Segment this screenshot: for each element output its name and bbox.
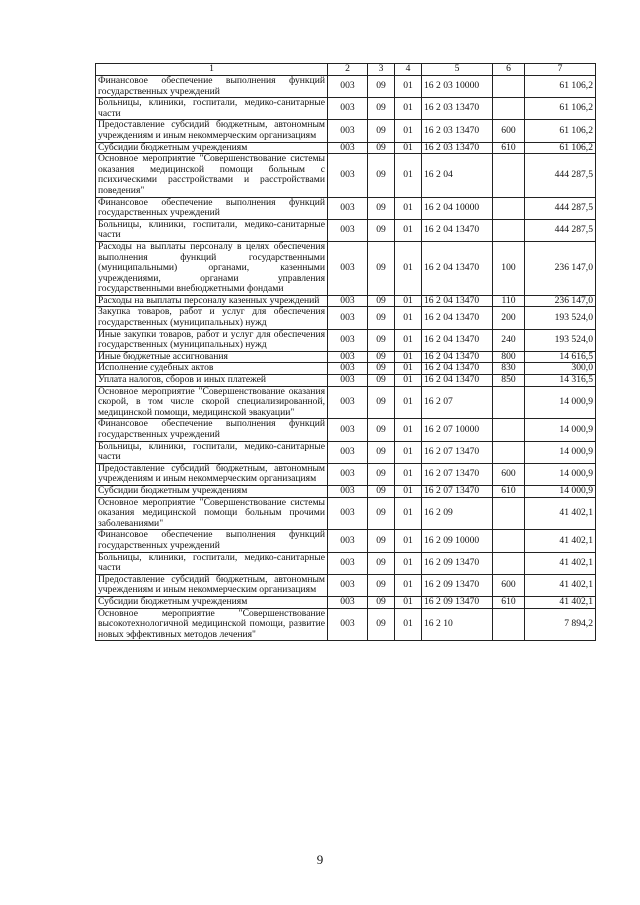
cell-section: 09 xyxy=(368,351,395,363)
cell-amount: 41 402,1 xyxy=(525,552,596,574)
cell-subsection: 01 xyxy=(395,197,422,219)
cell-admin-code: 003 xyxy=(328,608,368,641)
cell-name: Больницы, клиники, госпитали, медико-санитарные части xyxy=(96,441,328,463)
cell-subsection: 01 xyxy=(395,596,422,608)
cell-subsection: 01 xyxy=(395,120,422,142)
table-row xyxy=(96,530,596,552)
cell-section: 09 xyxy=(368,98,395,120)
cell-subsection: 01 xyxy=(395,463,422,485)
cell-amount: 14 316,5 xyxy=(525,375,596,387)
header-cell: 2 xyxy=(328,64,368,76)
cell-name: Больницы, клиники, госпитали, медико-санитарные части xyxy=(96,98,328,120)
cell-section: 09 xyxy=(368,485,395,497)
header-cell: 7 xyxy=(525,64,596,76)
header-cell: 4 xyxy=(395,64,422,76)
budget-table xyxy=(95,63,596,641)
cell-expense-type xyxy=(493,608,525,641)
table-row xyxy=(96,142,596,154)
cell-target-article: 16 2 09 13470 xyxy=(422,552,493,574)
cell-expense-type: 610 xyxy=(493,485,525,497)
cell-expense-type xyxy=(493,154,525,197)
cell-subsection: 01 xyxy=(395,419,422,441)
cell-expense-type: 600 xyxy=(493,574,525,596)
cell-target-article: 16 2 04 10000 xyxy=(422,197,493,219)
cell-name: Уплата налогов, сборов и иных платежей xyxy=(96,375,328,387)
header-cell: 3 xyxy=(368,64,395,76)
cell-target-article: 16 2 03 10000 xyxy=(422,76,493,98)
cell-amount: 193 524,0 xyxy=(525,307,596,329)
cell-amount: 41 402,1 xyxy=(525,574,596,596)
cell-admin-code: 003 xyxy=(328,596,368,608)
cell-amount: 61 106,2 xyxy=(525,142,596,154)
cell-section: 09 xyxy=(368,295,395,307)
cell-expense-type xyxy=(493,419,525,441)
cell-admin-code: 003 xyxy=(328,530,368,552)
cell-expense-type: 110 xyxy=(493,295,525,307)
cell-target-article: 16 2 04 13470 xyxy=(422,307,493,329)
cell-target-article: 16 2 07 13470 xyxy=(422,485,493,497)
cell-section: 09 xyxy=(368,363,395,375)
header-row xyxy=(96,64,596,76)
cell-section: 09 xyxy=(368,197,395,219)
cell-target-article: 16 2 09 13470 xyxy=(422,574,493,596)
cell-target-article: 16 2 03 13470 xyxy=(422,142,493,154)
cell-section: 09 xyxy=(368,463,395,485)
cell-name: Субсидии бюджетным учреждениям xyxy=(96,485,328,497)
cell-target-article: 16 2 09 xyxy=(422,497,493,530)
table-row xyxy=(96,295,596,307)
table-row xyxy=(96,375,596,387)
table-row xyxy=(96,307,596,329)
cell-admin-code: 003 xyxy=(328,497,368,530)
cell-section: 09 xyxy=(368,241,395,295)
cell-subsection: 01 xyxy=(395,530,422,552)
cell-admin-code: 003 xyxy=(328,219,368,241)
table-row xyxy=(96,329,596,351)
cell-expense-type: 800 xyxy=(493,351,525,363)
cell-expense-type xyxy=(493,197,525,219)
cell-amount: 14 000,9 xyxy=(525,419,596,441)
table-row xyxy=(96,485,596,497)
table-row xyxy=(96,120,596,142)
header-cell: 6 xyxy=(493,64,525,76)
cell-target-article: 16 2 04 xyxy=(422,154,493,197)
cell-admin-code: 003 xyxy=(328,375,368,387)
cell-expense-type xyxy=(493,441,525,463)
cell-expense-type xyxy=(493,219,525,241)
table-row xyxy=(96,497,596,530)
cell-subsection: 01 xyxy=(395,351,422,363)
cell-subsection: 01 xyxy=(395,497,422,530)
cell-subsection: 01 xyxy=(395,241,422,295)
cell-subsection: 01 xyxy=(395,363,422,375)
cell-name: Основное мероприятие "Совершенствование системы оказания медицинской помощи больным прочими заболеваниями" xyxy=(96,497,328,530)
cell-target-article: 16 2 07 13470 xyxy=(422,441,493,463)
cell-admin-code: 003 xyxy=(328,574,368,596)
cell-admin-code: 003 xyxy=(328,363,368,375)
cell-subsection: 01 xyxy=(395,441,422,463)
cell-section: 09 xyxy=(368,419,395,441)
cell-subsection: 01 xyxy=(395,375,422,387)
cell-admin-code: 003 xyxy=(328,295,368,307)
cell-expense-type: 600 xyxy=(493,463,525,485)
table-row xyxy=(96,386,596,419)
cell-name: Основное мероприятие "Совершенствование системы оказания медицинской помощи больным с психическими расстройствами и расстройствами поведения" xyxy=(96,154,328,197)
cell-section: 09 xyxy=(368,120,395,142)
cell-admin-code: 003 xyxy=(328,463,368,485)
cell-name: Иные закупки товаров, работ и услуг для обеспечения государственных (муниципальных) нужд xyxy=(96,329,328,351)
header-cell: 5 xyxy=(422,64,493,76)
table-row xyxy=(96,197,596,219)
cell-amount: 444 287,5 xyxy=(525,154,596,197)
cell-section: 09 xyxy=(368,608,395,641)
cell-admin-code: 003 xyxy=(328,552,368,574)
cell-admin-code: 003 xyxy=(328,98,368,120)
cell-section: 09 xyxy=(368,497,395,530)
table-row xyxy=(96,241,596,295)
cell-subsection: 01 xyxy=(395,295,422,307)
cell-subsection: 01 xyxy=(395,574,422,596)
cell-section: 09 xyxy=(368,552,395,574)
cell-expense-type xyxy=(493,552,525,574)
cell-amount: 236 147,0 xyxy=(525,295,596,307)
cell-name: Основное мероприятие "Совершенствование высокотехнологичной медицинской помощи, развитие новых эффективных методов лечения" xyxy=(96,608,328,641)
cell-name: Субсидии бюджетным учреждениям xyxy=(96,596,328,608)
cell-target-article: 16 2 04 13470 xyxy=(422,295,493,307)
cell-expense-type xyxy=(493,497,525,530)
cell-target-article: 16 2 07 xyxy=(422,386,493,419)
cell-section: 09 xyxy=(368,219,395,241)
cell-subsection: 01 xyxy=(395,485,422,497)
cell-target-article: 16 2 04 13470 xyxy=(422,329,493,351)
cell-admin-code: 003 xyxy=(328,76,368,98)
cell-amount: 41 402,1 xyxy=(525,497,596,530)
cell-name: Исполнение судебных актов xyxy=(96,363,328,375)
cell-expense-type: 200 xyxy=(493,307,525,329)
cell-amount: 41 402,1 xyxy=(525,530,596,552)
cell-admin-code: 003 xyxy=(328,329,368,351)
cell-name: Финансовое обеспечение выполнения функций государственных учреждений xyxy=(96,530,328,552)
cell-section: 09 xyxy=(368,307,395,329)
cell-target-article: 16 2 07 13470 xyxy=(422,463,493,485)
cell-admin-code: 003 xyxy=(328,386,368,419)
cell-amount: 14 000,9 xyxy=(525,386,596,419)
cell-section: 09 xyxy=(368,574,395,596)
cell-expense-type: 610 xyxy=(493,596,525,608)
cell-admin-code: 003 xyxy=(328,307,368,329)
cell-admin-code: 003 xyxy=(328,241,368,295)
cell-expense-type: 100 xyxy=(493,241,525,295)
cell-subsection: 01 xyxy=(395,608,422,641)
cell-subsection: 01 xyxy=(395,386,422,419)
cell-expense-type xyxy=(493,76,525,98)
cell-subsection: 01 xyxy=(395,329,422,351)
cell-admin-code: 003 xyxy=(328,419,368,441)
cell-target-article: 16 2 10 xyxy=(422,608,493,641)
cell-amount: 61 106,2 xyxy=(525,98,596,120)
cell-expense-type: 830 xyxy=(493,363,525,375)
table-row xyxy=(96,463,596,485)
cell-amount: 61 106,2 xyxy=(525,120,596,142)
cell-name: Расходы на выплаты персоналу казенных учреждений xyxy=(96,295,328,307)
table-row xyxy=(96,98,596,120)
cell-subsection: 01 xyxy=(395,142,422,154)
table-row xyxy=(96,441,596,463)
table-row xyxy=(96,608,596,641)
table-row xyxy=(96,596,596,608)
cell-admin-code: 003 xyxy=(328,351,368,363)
cell-amount: 236 147,0 xyxy=(525,241,596,295)
cell-amount: 14 000,9 xyxy=(525,463,596,485)
cell-name: Финансовое обеспечение выполнения функций государственных учреждений xyxy=(96,76,328,98)
cell-name: Больницы, клиники, госпитали, медико-санитарные части xyxy=(96,552,328,574)
cell-admin-code: 003 xyxy=(328,154,368,197)
cell-subsection: 01 xyxy=(395,98,422,120)
cell-subsection: 01 xyxy=(395,219,422,241)
cell-expense-type: 240 xyxy=(493,329,525,351)
table-row xyxy=(96,76,596,98)
cell-name: Больницы, клиники, госпитали, медико-санитарные части xyxy=(96,219,328,241)
cell-admin-code: 003 xyxy=(328,441,368,463)
cell-target-article: 16 2 09 13470 xyxy=(422,596,493,608)
cell-admin-code: 003 xyxy=(328,142,368,154)
table-row xyxy=(96,574,596,596)
cell-expense-type: 850 xyxy=(493,375,525,387)
table-row xyxy=(96,552,596,574)
cell-amount: 14 616,5 xyxy=(525,351,596,363)
cell-expense-type xyxy=(493,386,525,419)
cell-admin-code: 003 xyxy=(328,197,368,219)
cell-target-article: 16 2 04 13470 xyxy=(422,241,493,295)
cell-expense-type xyxy=(493,98,525,120)
cell-expense-type: 600 xyxy=(493,120,525,142)
cell-target-article: 16 2 04 13470 xyxy=(422,351,493,363)
table-row xyxy=(96,363,596,375)
cell-amount: 7 894,2 xyxy=(525,608,596,641)
cell-amount: 14 000,9 xyxy=(525,485,596,497)
cell-name: Иные бюджетные ассигнования xyxy=(96,351,328,363)
table-row xyxy=(96,351,596,363)
cell-name: Предоставление субсидий бюджетным, автономным учреждениям и иным некоммерческим организациям xyxy=(96,574,328,596)
cell-amount: 444 287,5 xyxy=(525,197,596,219)
cell-target-article: 16 2 04 13470 xyxy=(422,375,493,387)
cell-name: Финансовое обеспечение выполнения функций государственных учреждений xyxy=(96,197,328,219)
cell-admin-code: 003 xyxy=(328,485,368,497)
cell-amount: 61 106,2 xyxy=(525,76,596,98)
cell-name: Расходы на выплаты персоналу в целях обеспечения выполнения функций государственными (муниципальными) органами, казенными учреждениями, органами управления государственными внебюджетными фондами xyxy=(96,241,328,295)
cell-subsection: 01 xyxy=(395,154,422,197)
cell-subsection: 01 xyxy=(395,307,422,329)
cell-admin-code: 003 xyxy=(328,120,368,142)
cell-name: Закупка товаров, работ и услуг для обеспечения государственных (муниципальных) нужд xyxy=(96,307,328,329)
cell-section: 09 xyxy=(368,441,395,463)
cell-amount: 300,0 xyxy=(525,363,596,375)
cell-name: Финансовое обеспечение выполнения функций государственных учреждений xyxy=(96,419,328,441)
table-row xyxy=(96,219,596,241)
page-number: 9 xyxy=(316,852,324,867)
cell-amount: 14 000,9 xyxy=(525,441,596,463)
cell-section: 09 xyxy=(368,386,395,419)
cell-name: Предоставление субсидий бюджетным, автономным учреждениям и иным некоммерческим организациям xyxy=(96,120,328,142)
cell-section: 09 xyxy=(368,76,395,98)
cell-section: 09 xyxy=(368,530,395,552)
cell-expense-type xyxy=(493,530,525,552)
table-row xyxy=(96,154,596,197)
cell-target-article: 16 2 03 13470 xyxy=(422,120,493,142)
cell-amount: 193 524,0 xyxy=(525,329,596,351)
cell-name: Субсидии бюджетным учреждениям xyxy=(96,142,328,154)
cell-expense-type: 610 xyxy=(493,142,525,154)
cell-subsection: 01 xyxy=(395,552,422,574)
cell-section: 09 xyxy=(368,154,395,197)
cell-target-article: 16 2 09 10000 xyxy=(422,530,493,552)
header-cell: 1 xyxy=(96,64,328,76)
cell-name: Основное мероприятие "Совершенствование оказания скорой, в том числе скорой специализированной, медицинской помощи, медицинской эвакуации" xyxy=(96,386,328,419)
cell-section: 09 xyxy=(368,329,395,351)
cell-target-article: 16 2 04 13470 xyxy=(422,219,493,241)
table-row xyxy=(96,419,596,441)
cell-section: 09 xyxy=(368,375,395,387)
cell-section: 09 xyxy=(368,142,395,154)
cell-target-article: 16 2 07 10000 xyxy=(422,419,493,441)
cell-name: Предоставление субсидий бюджетным, автономным учреждениям и иным некоммерческим организациям xyxy=(96,463,328,485)
cell-target-article: 16 2 04 13470 xyxy=(422,363,493,375)
cell-amount: 41 402,1 xyxy=(525,596,596,608)
cell-section: 09 xyxy=(368,596,395,608)
cell-target-article: 16 2 03 13470 xyxy=(422,98,493,120)
cell-subsection: 01 xyxy=(395,76,422,98)
cell-amount: 444 287,5 xyxy=(525,219,596,241)
